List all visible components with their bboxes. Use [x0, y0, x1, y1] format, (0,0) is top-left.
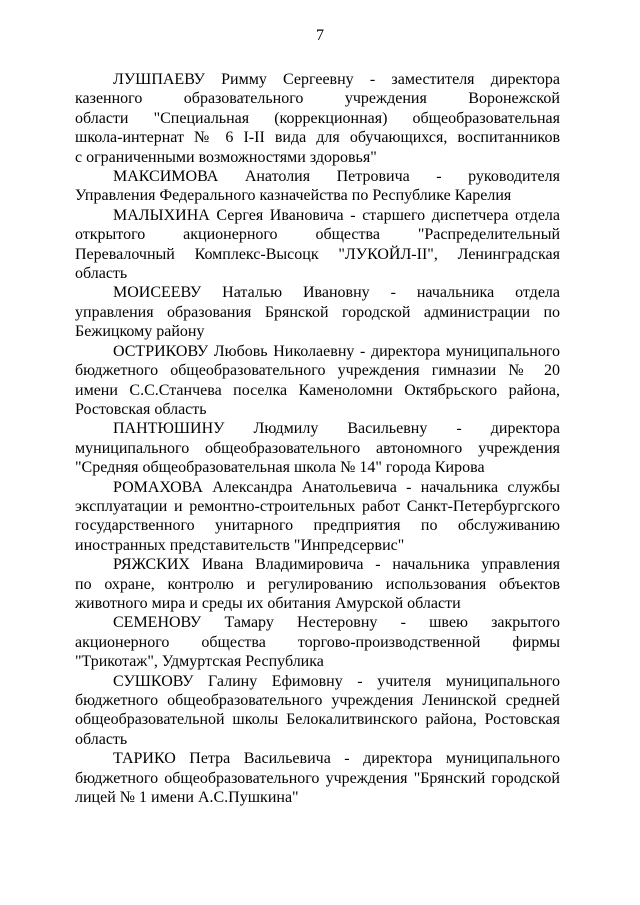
- entry-line: область: [75, 265, 128, 283]
- entry-line: СЕМЕНОВУ Тамару Нестеровну - швею закрытого: [113, 614, 560, 632]
- entry-line: казенного образовательного учреждения Воронежской: [75, 90, 560, 108]
- entry-line: бюджетного общеобразовательного учреждения "Брянский городской: [75, 769, 560, 787]
- award-entry: [75, 749, 560, 807]
- award-entry: [75, 167, 560, 206]
- award-entry: [75, 419, 560, 477]
- entry-line: ТАРИКО Петра Васильевича - директора муниципального: [113, 750, 560, 768]
- entry-line: РОМАХОВА Александра Анатольевича - начальника службы: [113, 478, 560, 496]
- entry-line: государственного унитарного предприятия по обслуживанию: [75, 517, 560, 535]
- award-entry: [75, 283, 560, 341]
- entry-line: Управления Федерального казначейства по Республике Карелия: [75, 187, 512, 205]
- entry-line: ПАНТЮШИНУ Людмилу Васильевну - директора: [113, 420, 560, 438]
- entry-line: Ростовская область: [75, 400, 207, 418]
- award-entry: [75, 342, 560, 420]
- entry-line: животного мира и среды их обитания Амурской области: [75, 594, 461, 612]
- entry-line: области "Специальная (коррекционная) общеобразовательная: [75, 109, 560, 127]
- entry-line: "Средняя общеобразовательная школа № 14" города Кирова: [75, 459, 485, 477]
- entry-line: эксплуатации и ремонтно-строительных работ Санкт-Петербургского: [75, 497, 560, 515]
- entry-line: лицей № 1 имени А.С.Пушкина": [75, 789, 299, 807]
- entry-line: ОСТРИКОВУ Любовь Николаевну - директора муниципального: [113, 342, 560, 360]
- entry-line: "Трикотаж", Удмуртская Республика: [75, 653, 324, 671]
- award-entry: [75, 555, 560, 613]
- award-entry: [75, 613, 560, 671]
- entry-line: с ограниченными возможностями здоровья": [75, 148, 377, 166]
- entry-line: бюджетного общеобразовательного учреждения гимназии № 20: [75, 362, 560, 380]
- entry-line: область: [75, 730, 128, 748]
- entry-line: муниципального общеобразовательного автономного учреждения: [75, 439, 560, 457]
- entry-line: школа-интернат № 6 I-II вида для обучающихся, воспитанников: [75, 129, 560, 147]
- entry-line: по охране, контролю и регулированию использования объектов: [75, 575, 560, 593]
- entry-line: имени С.С.Станчева поселка Каменоломни Октябрьского района,: [75, 381, 560, 399]
- entry-line: ЛУШПАЕВУ Римму Сергеевну - заместителя директора: [113, 71, 560, 88]
- entry-line: РЯЖСКИХ Ивана Владимировича - начальника управления: [113, 556, 560, 574]
- entry-line: открытого акционерного общества "Распределительный: [75, 226, 560, 244]
- entry-line: Бежицкому району: [75, 323, 205, 341]
- entry-line: МАКСИМОВА Анатолия Петровича - руководителя: [113, 168, 560, 186]
- entry-line: общеобразовательной школы Белокалитвинского района, Ростовская: [75, 711, 560, 729]
- entry-line: управления образования Брянской городской администрации по: [75, 303, 560, 321]
- award-entry: [75, 70, 560, 167]
- entry-line: МАЛЫХИНА Сергея Ивановича - старшего диспетчера отдела: [113, 206, 560, 224]
- entry-line: СУШКОВУ Галину Ефимовну - учителя муниципального: [113, 672, 560, 690]
- entry-line: иностранных представительств "Инпредсервис": [75, 536, 405, 554]
- award-list: [75, 70, 560, 807]
- entry-line: акционерного общества торгово-производственной фирмы: [75, 633, 560, 651]
- page-number: 7: [316, 27, 324, 44]
- award-entry: [75, 478, 560, 556]
- entry-line: МОИСЕЕВУ Наталью Ивановну - начальника отдела: [113, 284, 560, 302]
- award-entry: [75, 672, 560, 750]
- entry-line: Перевалочный Комплекс-Высоцк "ЛУКОЙЛ-II", Ленинградская: [75, 245, 560, 263]
- award-entry: [75, 206, 560, 284]
- entry-line: бюджетного общеобразовательного учреждения Ленинской средней: [75, 692, 560, 709]
